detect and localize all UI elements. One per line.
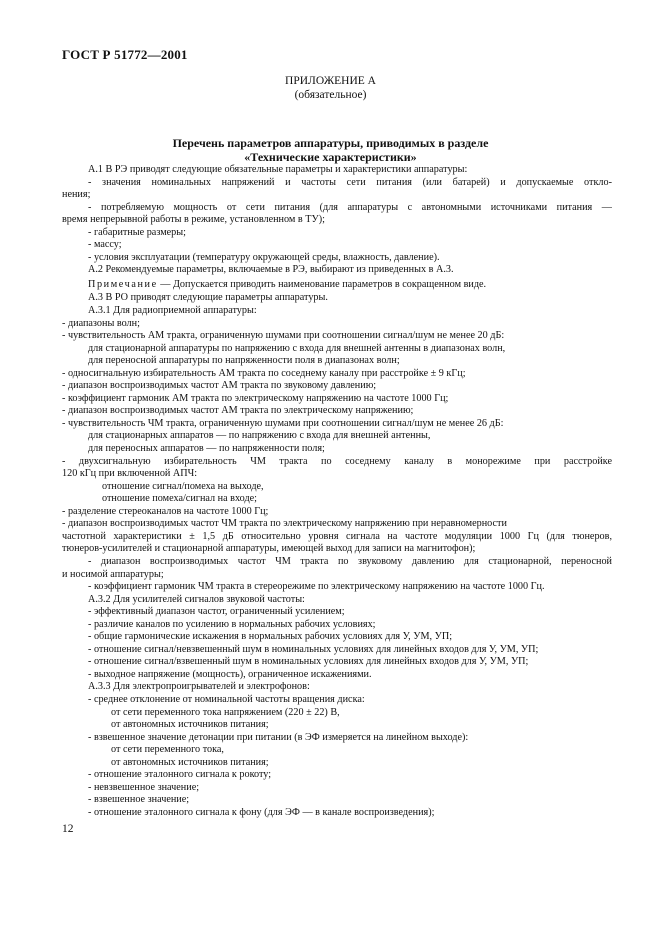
text-line: - диапазон воспроизводимых частот ЧМ тракта по электрическому напряжению при неравномерности: [62, 518, 507, 530]
text-line: - взвешенное значение;: [88, 794, 190, 806]
text-line: - условия эксплуатации (температуру окружающей среды, влажность, давление).: [88, 251, 440, 263]
text-line: А.3.3 Для электропроигрывателей и электрофонов:: [88, 681, 310, 693]
text-line: время непрерывной работы в режиме, установленном в ТУ);: [62, 214, 325, 226]
note-line: [62, 279, 612, 292]
text-line: А.3.1 Для радиоприемной аппаратуры:: [88, 305, 257, 317]
appendix-heading: [0, 74, 661, 102]
text-line: - двухсигнальную избирательность ЧМ тракта по соседнему каналу в монорежиме при расстройке: [62, 455, 612, 467]
text-line: - диапазон воспроизводимых частот АМ тракта по звуковому давлению;: [62, 380, 377, 392]
text-line: нения;: [62, 189, 91, 201]
text-line: - отношение сигнал/невзвешенный шум в номинальных условиях для линейных входов для У, УМ, УП;: [88, 643, 539, 655]
text-line: - габаритные размеры;: [88, 226, 186, 238]
text-line: частотной характеристики ± 1,5 дБ относительно уровня сигнала на частоте модуляции 1000 Гц (для тюнеров,: [62, 530, 612, 542]
text-line: - чувствительность ЧМ тракта, ограниченную шумами при соотношении сигнал/шум не менее 26 дБ:: [62, 417, 504, 429]
text-line: тюнеров-усилителей и стационарной аппаратуры, имеющей выход для записи на магнитофон);: [62, 543, 476, 555]
text-line: от автономных источников питания;: [111, 756, 269, 768]
text-line: - отношение сигнал/взвешенный шум в номинальных условиях для линейных входов для У, УМ, УП;: [88, 656, 529, 668]
text-line: - чувствительность АМ тракта, ограниченную шумами при соотношении сигнал/шум не менее 20 дБ:: [62, 330, 505, 342]
page-number: 12: [62, 823, 74, 835]
text-line: - взвешенное значение детонации при питании (в ЭФ измеряется на линейном выходе):: [88, 731, 469, 743]
text-line: А.3.2 Для усилителей сигналов звуковой частоты:: [88, 593, 305, 605]
text-line: для стационарных аппаратов — по напряжению с входа для внешней антенны,: [88, 430, 431, 442]
text-line: и носимой аппаратуры;: [62, 568, 164, 580]
section-title: [0, 136, 661, 164]
text-line: для переносных аппаратов — по напряженности поля;: [88, 443, 325, 455]
text-line: - односигнальную избирательность АМ тракта по соседнему каналу при расстройке ± 9 кГц;: [62, 367, 466, 379]
text-line: - различие каналов по усилению в нормальных рабочих условиях;: [88, 618, 376, 630]
text-line: от сети переменного тока,: [111, 744, 224, 756]
text-line: А.1 В РЭ приводят следующие обязательные параметры и характеристики аппаратуры:: [88, 164, 468, 175]
note-label: Примечание: [88, 278, 158, 290]
text-line: - массу;: [88, 239, 122, 251]
text-line: - эффективный диапазон частот, ограниченный усилением;: [88, 606, 345, 618]
note-text: — Допускается приводить наименование параметров в сокращенном виде.: [157, 278, 487, 290]
appendix-title: ПРИЛОЖЕНИЕ А: [285, 75, 376, 87]
text-line: - диапазон воспроизводимых частот ЧМ тракта по звуковому давлению для стационарной, переносной: [88, 555, 612, 567]
text-line: - общие гармонические искажения в нормальных рабочих условиях для У, УМ, УП;: [88, 631, 453, 643]
text-line: - диапазон воспроизводимых частот АМ тракта по электрическому напряжению;: [62, 405, 414, 417]
text-line: отношение сигнал/помеха на выходе,: [102, 480, 264, 492]
text-line: от автономных источников питания;: [111, 719, 269, 731]
document-body: [62, 164, 612, 819]
text-line: - потребляемую мощность от сети питания (для аппаратуры с автономными источниками питания —: [88, 201, 612, 213]
document-header: ГОСТ Р 51772—2001: [62, 47, 188, 62]
text-line: - диапазоны волн;: [62, 317, 140, 329]
text-line: - выходное напряжение (мощность), ограниченное искажениями.: [88, 668, 372, 680]
text-line: отношение помеха/сигнал на входе;: [102, 493, 258, 505]
text-line: А.2 Рекомендуемые параметры, включаемые в РЭ, выбирают из приведенных в А.3.: [88, 264, 454, 276]
appendix-subtitle: (обязательное): [294, 89, 367, 101]
text-line: - разделение стереоканалов на частоте 1000 Гц;: [62, 505, 269, 517]
text-line: - невзвешенное значение;: [88, 781, 200, 793]
text-line: - коэффициент гармоник АМ тракта по электрическому напряжению на частоте 1000 Гц;: [62, 392, 449, 404]
text-line: - среднее отклонение от номинальной частоты вращения диска:: [88, 693, 365, 705]
text-line: - отношение эталонного сигнала к рокоту;: [88, 769, 272, 781]
section-title-line-2: «Технические характеристики»: [244, 150, 417, 164]
text-line: - отношение эталонного сигнала к фону (для ЭФ — в канале воспроизведения);: [88, 806, 435, 818]
section-title-line-1: Перечень параметров аппаратуры, приводимых в разделе: [172, 136, 489, 150]
text-line: для переносной аппаратуры по напряженности поля в диапазонах волн;: [88, 355, 400, 367]
text-line: 120 кГц при включенной АПЧ:: [62, 468, 198, 480]
text-line: - значения номинальных напряжений и частоты сети питания (или батарей) и допускаемые откло-: [88, 176, 612, 188]
text-line: - коэффициент гармоник ЧМ тракта в стереорежиме по электрическому напряжению на частоте 1000 Гц.: [88, 581, 545, 593]
text-line: от сети переменного тока напряжением (220 ± 22) В,: [111, 706, 340, 718]
text-line: А.3 В РО приводят следующие параметры аппаратуры.: [88, 292, 328, 304]
text-line: для стационарной аппаратуры по напряжению с входа для внешней антенны в диапазонах волн,: [88, 342, 506, 354]
